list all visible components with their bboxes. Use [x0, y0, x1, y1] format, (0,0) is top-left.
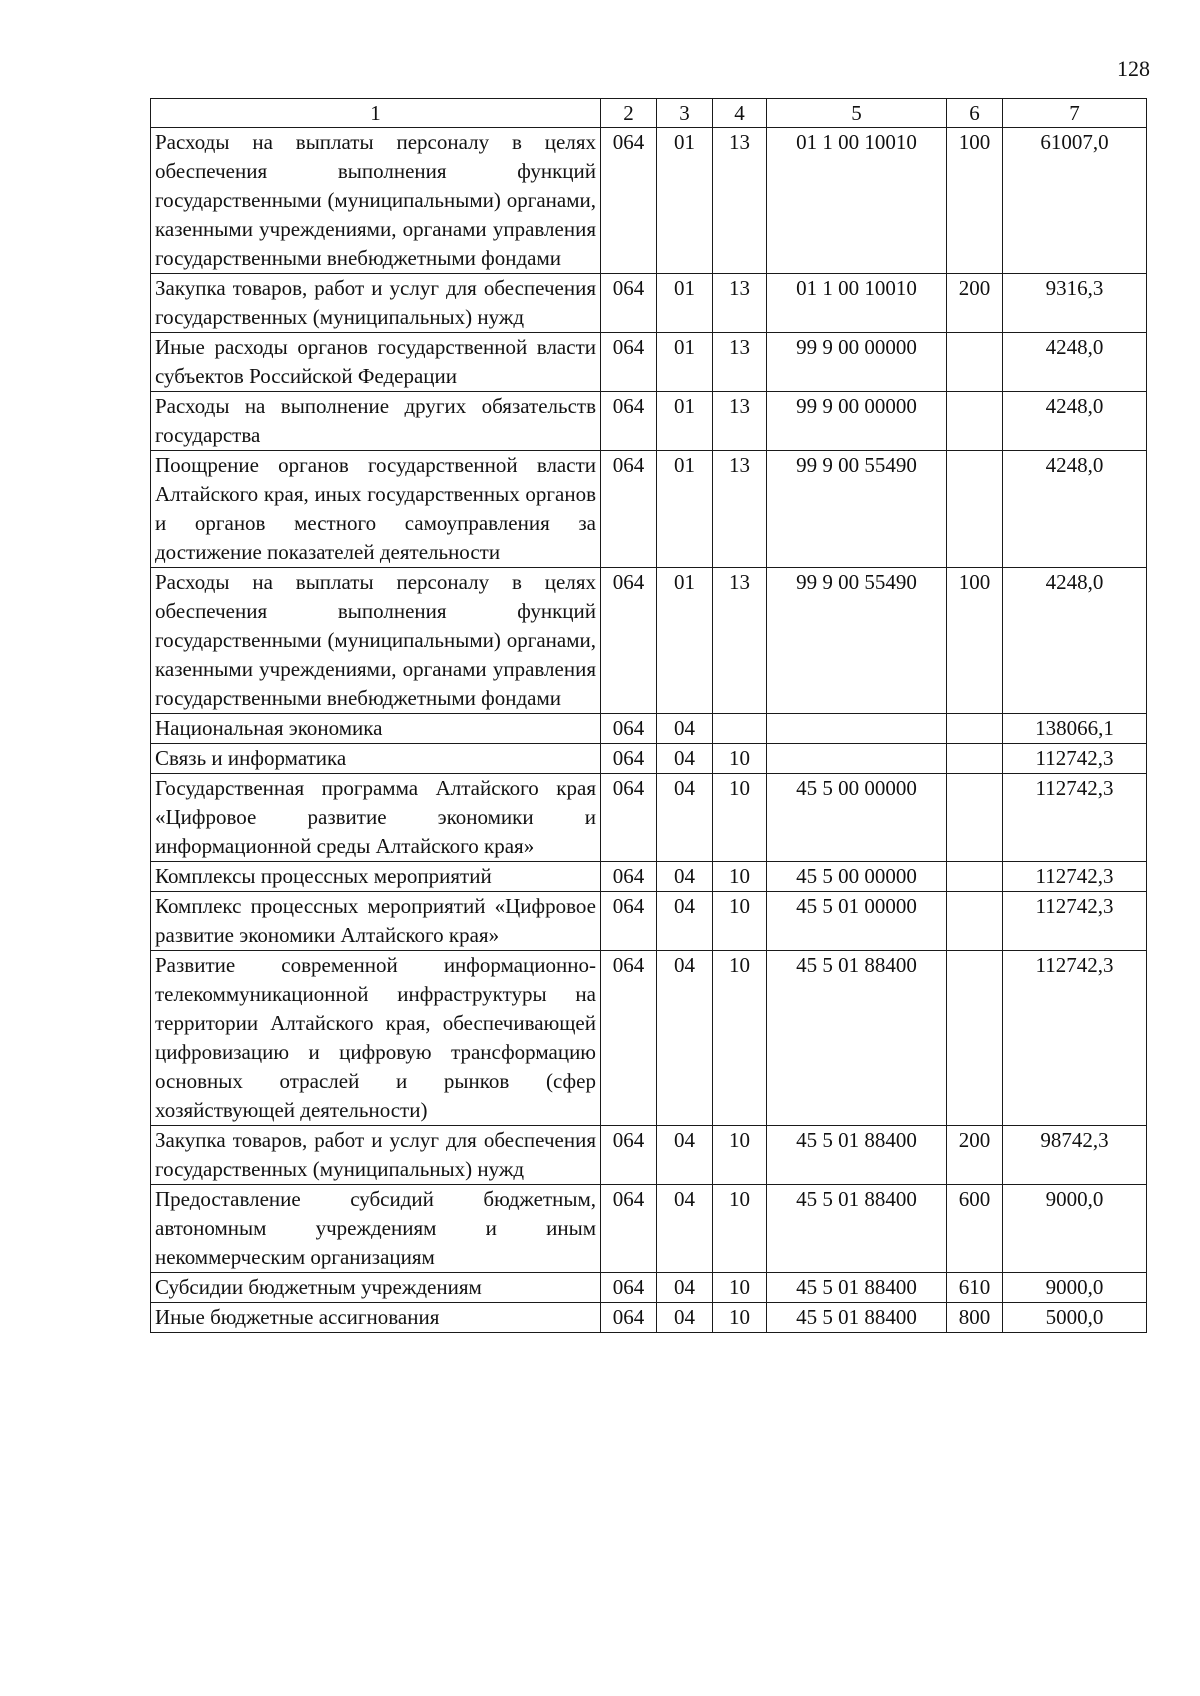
table-row [151, 392, 1147, 451]
item-name-cell: Иные бюджетные ассигнования [151, 1303, 601, 1333]
item-name-cell: Поощрение органов государственной власти Алтайского края, иных государственных органов и органов местного самоуправления за достижение показателей деятельности [151, 451, 601, 568]
subsection-code-cell: 13 [713, 128, 767, 274]
target-article-cell: 45 5 01 88400 [767, 1185, 947, 1273]
table-row [151, 568, 1147, 714]
item-name-cell: Комплексы процессных мероприятий [151, 862, 601, 892]
subsection-code-cell: 13 [713, 333, 767, 392]
expense-type-cell [947, 714, 1003, 744]
amount-cell: 4248,0 [1003, 333, 1147, 392]
ministry-code-cell: 064 [601, 392, 657, 451]
table-row [151, 1126, 1147, 1185]
ministry-code-cell: 064 [601, 1303, 657, 1333]
amount-cell: 4248,0 [1003, 451, 1147, 568]
section-code-cell: 01 [657, 333, 713, 392]
subsection-code-cell: 10 [713, 1303, 767, 1333]
ministry-code-cell: 064 [601, 714, 657, 744]
ministry-code-cell: 064 [601, 951, 657, 1126]
expense-type-cell: 200 [947, 274, 1003, 333]
subsection-code-cell: 10 [713, 862, 767, 892]
expense-type-cell [947, 862, 1003, 892]
column-header: 5 [767, 99, 947, 128]
ministry-code-cell: 064 [601, 1185, 657, 1273]
amount-cell: 4248,0 [1003, 568, 1147, 714]
expense-type-cell [947, 451, 1003, 568]
item-name-cell: Субсидии бюджетным учреждениям [151, 1273, 601, 1303]
ministry-code-cell: 064 [601, 892, 657, 951]
amount-cell: 9316,3 [1003, 274, 1147, 333]
table-row [151, 951, 1147, 1126]
subsection-code-cell: 10 [713, 744, 767, 774]
amount-cell: 138066,1 [1003, 714, 1147, 744]
section-code-cell: 04 [657, 1126, 713, 1185]
target-article-cell: 01 1 00 10010 [767, 128, 947, 274]
subsection-code-cell: 10 [713, 1185, 767, 1273]
section-code-cell: 04 [657, 1185, 713, 1273]
amount-cell: 9000,0 [1003, 1185, 1147, 1273]
expense-type-cell [947, 333, 1003, 392]
section-code-cell: 01 [657, 128, 713, 274]
target-article-cell: 45 5 01 88400 [767, 1303, 947, 1333]
subsection-code-cell: 10 [713, 774, 767, 862]
amount-cell: 112742,3 [1003, 892, 1147, 951]
amount-cell: 112742,3 [1003, 862, 1147, 892]
expense-type-cell: 100 [947, 128, 1003, 274]
target-article-cell: 45 5 01 88400 [767, 1273, 947, 1303]
subsection-code-cell [713, 714, 767, 744]
subsection-code-cell: 13 [713, 568, 767, 714]
subsection-code-cell: 10 [713, 1273, 767, 1303]
item-name-cell: Закупка товаров, работ и услуг для обеспечения государственных (муниципальных) нужд [151, 274, 601, 333]
item-name-cell: Закупка товаров, работ и услуг для обеспечения государственных (муниципальных) нужд [151, 1126, 601, 1185]
ministry-code-cell: 064 [601, 568, 657, 714]
item-name-cell: Расходы на выплаты персоналу в целях обеспечения выполнения функций государственными (муниципальными) органами, казенными учреждениями, органами управления государственными внебюджетными фондами [151, 568, 601, 714]
amount-cell: 9000,0 [1003, 1273, 1147, 1303]
target-article-cell: 99 9 00 00000 [767, 392, 947, 451]
expense-type-cell: 610 [947, 1273, 1003, 1303]
item-name-cell: Предоставление субсидий бюджетным, автономным учреждениям и иным некоммерческим организациям [151, 1185, 601, 1273]
expense-type-cell [947, 392, 1003, 451]
section-code-cell: 04 [657, 744, 713, 774]
table-row [151, 862, 1147, 892]
expense-type-cell: 100 [947, 568, 1003, 714]
amount-cell: 112742,3 [1003, 774, 1147, 862]
column-header: 2 [601, 99, 657, 128]
ministry-code-cell: 064 [601, 333, 657, 392]
target-article-cell: 45 5 01 00000 [767, 892, 947, 951]
expense-type-cell [947, 774, 1003, 862]
budget-table [150, 98, 1147, 1333]
table-row [151, 1185, 1147, 1273]
target-article-cell [767, 714, 947, 744]
section-code-cell: 04 [657, 1273, 713, 1303]
amount-cell: 4248,0 [1003, 392, 1147, 451]
ministry-code-cell: 064 [601, 451, 657, 568]
table-row [151, 714, 1147, 744]
table-row [151, 774, 1147, 862]
target-article-cell: 45 5 01 88400 [767, 1126, 947, 1185]
target-article-cell: 45 5 00 00000 [767, 774, 947, 862]
table-row [151, 1303, 1147, 1333]
header-row [151, 99, 1147, 128]
item-name-cell: Развитие современной информационно-телекоммуникационной инфраструктуры на территории Алтайского края, обеспечивающей цифровизацию и цифровую трансформацию основных отраслей и рынков (сфер хозяйствующей деятельности) [151, 951, 601, 1126]
table-row [151, 274, 1147, 333]
page-number: 128 [1117, 56, 1150, 81]
item-name-cell: Расходы на выполнение других обязательств государства [151, 392, 601, 451]
target-article-cell: 45 5 00 00000 [767, 862, 947, 892]
table-row [151, 451, 1147, 568]
section-code-cell: 04 [657, 774, 713, 862]
amount-cell: 98742,3 [1003, 1126, 1147, 1185]
target-article-cell: 99 9 00 55490 [767, 451, 947, 568]
subsection-code-cell: 13 [713, 392, 767, 451]
ministry-code-cell: 064 [601, 274, 657, 333]
subsection-code-cell: 10 [713, 1126, 767, 1185]
expense-type-cell: 200 [947, 1126, 1003, 1185]
section-code-cell: 01 [657, 568, 713, 714]
column-header: 6 [947, 99, 1003, 128]
target-article-cell: 99 9 00 55490 [767, 568, 947, 714]
table-row [151, 744, 1147, 774]
section-code-cell: 01 [657, 451, 713, 568]
subsection-code-cell: 13 [713, 274, 767, 333]
expense-type-cell [947, 892, 1003, 951]
subsection-code-cell: 10 [713, 951, 767, 1126]
amount-cell: 61007,0 [1003, 128, 1147, 274]
subsection-code-cell: 13 [713, 451, 767, 568]
amount-cell: 112742,3 [1003, 744, 1147, 774]
expense-type-cell: 600 [947, 1185, 1003, 1273]
ministry-code-cell: 064 [601, 1273, 657, 1303]
target-article-cell: 01 1 00 10010 [767, 274, 947, 333]
section-code-cell: 04 [657, 714, 713, 744]
column-header: 1 [151, 99, 601, 128]
target-article-cell: 45 5 01 88400 [767, 951, 947, 1126]
section-code-cell: 01 [657, 392, 713, 451]
section-code-cell: 04 [657, 892, 713, 951]
section-code-cell: 01 [657, 274, 713, 333]
item-name-cell: Комплекс процессных мероприятий «Цифровое развитие экономики Алтайского края» [151, 892, 601, 951]
section-code-cell: 04 [657, 1303, 713, 1333]
section-code-cell: 04 [657, 951, 713, 1126]
column-header: 3 [657, 99, 713, 128]
ministry-code-cell: 064 [601, 862, 657, 892]
target-article-cell: 99 9 00 00000 [767, 333, 947, 392]
ministry-code-cell: 064 [601, 744, 657, 774]
expense-type-cell [947, 744, 1003, 774]
item-name-cell: Связь и информатика [151, 744, 601, 774]
amount-cell: 5000,0 [1003, 1303, 1147, 1333]
table-row [151, 128, 1147, 274]
section-code-cell: 04 [657, 862, 713, 892]
ministry-code-cell: 064 [601, 1126, 657, 1185]
table-body [151, 128, 1147, 1333]
item-name-cell: Расходы на выплаты персоналу в целях обеспечения выполнения функций государственными (муниципальными) органами, казенными учреждениями, органами управления государственными внебюджетными фондами [151, 128, 601, 274]
ministry-code-cell: 064 [601, 774, 657, 862]
expense-type-cell: 800 [947, 1303, 1003, 1333]
table-row [151, 1273, 1147, 1303]
item-name-cell: Иные расходы органов государственной власти субъектов Российской Федерации [151, 333, 601, 392]
table-row [151, 333, 1147, 392]
expense-type-cell [947, 951, 1003, 1126]
item-name-cell: Национальная экономика [151, 714, 601, 744]
column-header: 4 [713, 99, 767, 128]
column-header: 7 [1003, 99, 1147, 128]
item-name-cell: Государственная программа Алтайского края «Цифровое развитие экономики и информационной среды Алтайского края» [151, 774, 601, 862]
subsection-code-cell: 10 [713, 892, 767, 951]
target-article-cell [767, 744, 947, 774]
ministry-code-cell: 064 [601, 128, 657, 274]
table-row [151, 892, 1147, 951]
amount-cell: 112742,3 [1003, 951, 1147, 1126]
